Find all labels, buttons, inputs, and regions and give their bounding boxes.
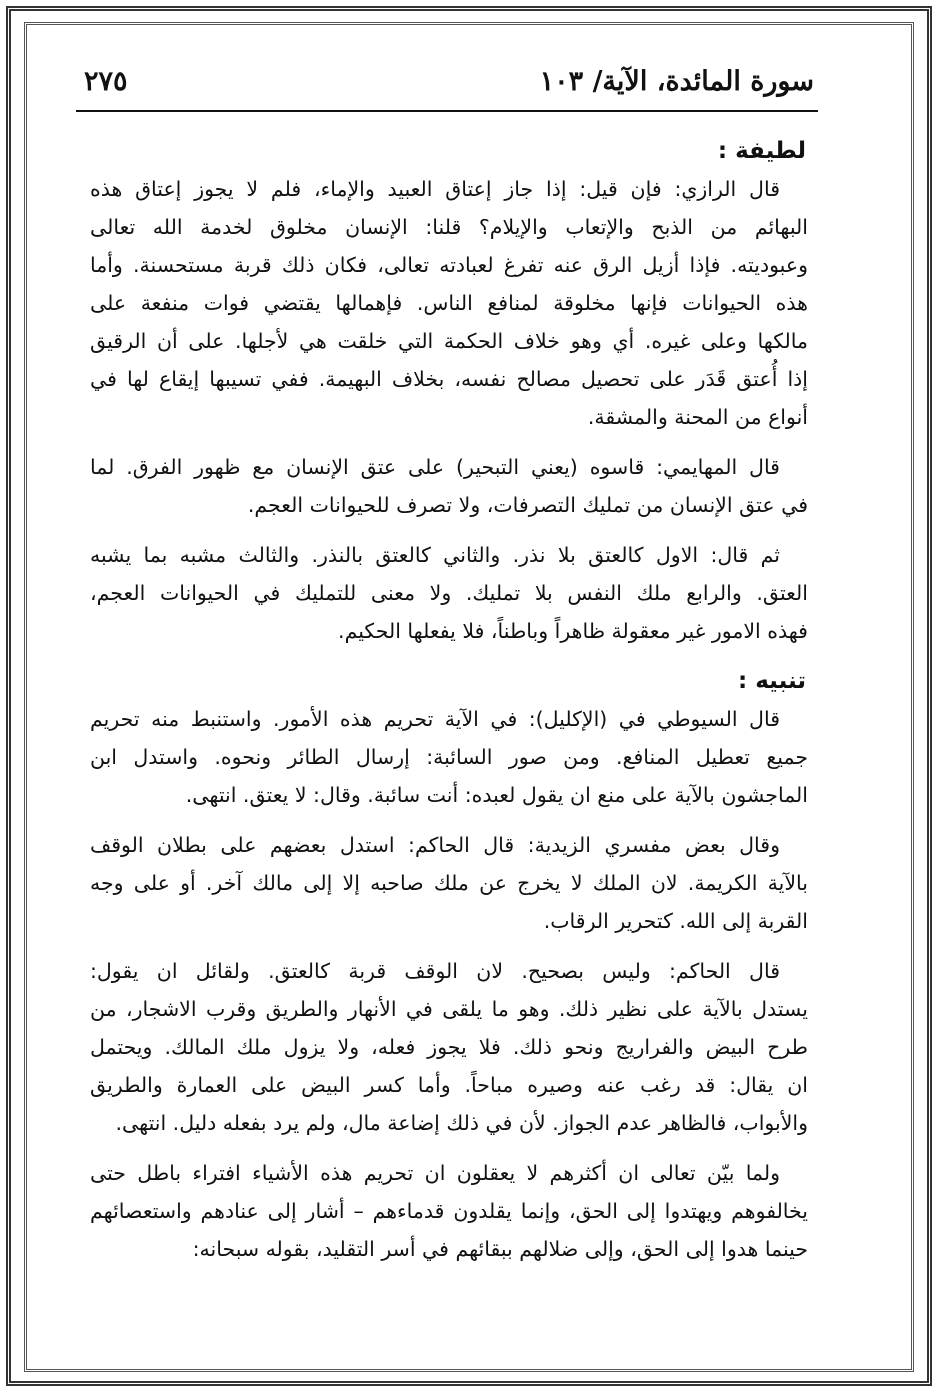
text-line: بالآية الكريمة. لان الملك لا يخرج عن ملك صاحبه إلا إلى مالك آخر. أو على وجه xyxy=(90,871,808,895)
text-line: فهذه الامور غير معقولة ظاهراً وباطناً، فلا يفعلها الحكيم. xyxy=(338,619,808,643)
text-line: وعبوديته. فإذا أزيل الرق عنه تفرغ لعبادته تعالى، فكان ذلك قربة مستحسنة. وأما xyxy=(90,253,808,277)
text-line: قال الحاكم: وليس بصحيح. لان الوقف قربة كالعتق. ولقائل ان يقول: xyxy=(90,959,780,983)
text-line: قال السيوطي في (الإكليل): في الآية تحريم هذه الأمور. واستنبط منه تحريم xyxy=(90,707,780,731)
paragraph xyxy=(90,170,808,436)
paragraph xyxy=(90,700,808,814)
text-line: يستدل بالآية على نظير ذلك. وهو ما يلقى في الأنهار والطريق وقرب الاشجار، من xyxy=(90,997,808,1021)
text-line: الماجشون بالآية على منع ان يقول لعبده: أنت سائبة. وقال: لا يعتق. انتهى. xyxy=(185,783,808,807)
page-number: ٢٧٥ xyxy=(84,66,128,97)
text-line: هذه الحيوانات فإنها مخلوقة لمنافع الناس. فإهمالها يقتضي فوات منفعة على xyxy=(90,291,808,315)
text-line: أنواع من المحنة والمشقة. xyxy=(587,405,808,429)
text-line: إذا أُعتق قَدَر على تحصيل مصالح نفسه، بخلاف البهيمة. ففي تسيبها إيقاع لها في xyxy=(90,367,808,391)
paragraph xyxy=(90,1154,808,1268)
paragraph xyxy=(90,448,808,524)
paragraph xyxy=(90,536,808,650)
text-line: ولما بيّن تعالى ان أكثرهم لا يعقلون ان تحريم هذه الأشياء افتراء باطل حتى xyxy=(90,1161,780,1185)
text-line: في عتق الإنسان من تمليك التصرفات، ولا تصرف للحيوانات العجم. xyxy=(247,493,808,517)
text-line: مالكها وعلى غيره. أي وهو خلاف الحكمة التي خلقت هي لأجلها. على أن الرقيق xyxy=(90,329,808,353)
text-line: القربة إلى الله. كتحرير الرقاب. xyxy=(543,909,808,933)
text-line: يخالفوهم ويهتدوا إلى الحق، وإنما يقلدون قدماءهم – أشار إلى عنادهم واستعصائهم xyxy=(90,1199,808,1223)
text-line: قال المهايمي: قاسوه (يعني التبحير) على عتق الإنسان مع ظهور الفرق. لما xyxy=(90,455,780,479)
section-heading: تنبيه : xyxy=(738,668,806,694)
text-line: ان يقال: قد رغب عنه وصيره مباحاً. وأما كسر البيض على العمارة والطريق xyxy=(90,1073,808,1097)
text-line: قال الرازي: فإن قيل: إذا جاز إعتاق العبيد والإماء، فلم لا يجوز إعتاق هذه xyxy=(90,177,780,201)
section-heading: لطيفة : xyxy=(717,138,806,164)
paragraph xyxy=(90,826,808,940)
running-title: سورة المائدة، الآية/ ١٠٣ xyxy=(539,66,814,97)
text-line: ثم قال: الاول كالعتق بلا نذر. والثاني كالعتق بالنذر. والثالث مشبه بما يشبه xyxy=(90,543,780,567)
text-line: العتق. والرابع ملك النفس بلا تمليك. ولا معنى للتمليك في الحيوانات العجم، xyxy=(90,581,808,605)
text-line: طرح البيض والفراريج ونحو ذلك. فلا يجوز فعله، ولا يزول ملك المالك. ويحتمل xyxy=(90,1035,808,1059)
page-header xyxy=(76,62,818,112)
text-line: والأبواب، فالظاهر عدم الجواز. لأن في ذلك إضاعة مال، ولم يرد بفعله دليل. انتهى. xyxy=(115,1111,808,1135)
text-line: وقال بعض مفسري الزيدية: قال الحاكم: استدل بعضهم على بطلان الوقف xyxy=(90,833,780,857)
page-body xyxy=(90,132,808,1280)
text-line: البهائم من الذبح والإتعاب والإيلام؟ قلنا: الإنسان مخلوق لخدمة الله تعالى xyxy=(90,215,808,239)
text-line: جميع تعطيل المنافع. ومن صور السائبة: إرسال الطائر ونحوه. واستدل ابن xyxy=(90,745,808,769)
paragraph xyxy=(90,952,808,1142)
text-line: حينما هدوا إلى الحق، وإلى ضلالهم ببقائهم في أسر التقليد، بقوله سبحانه: xyxy=(192,1237,808,1261)
